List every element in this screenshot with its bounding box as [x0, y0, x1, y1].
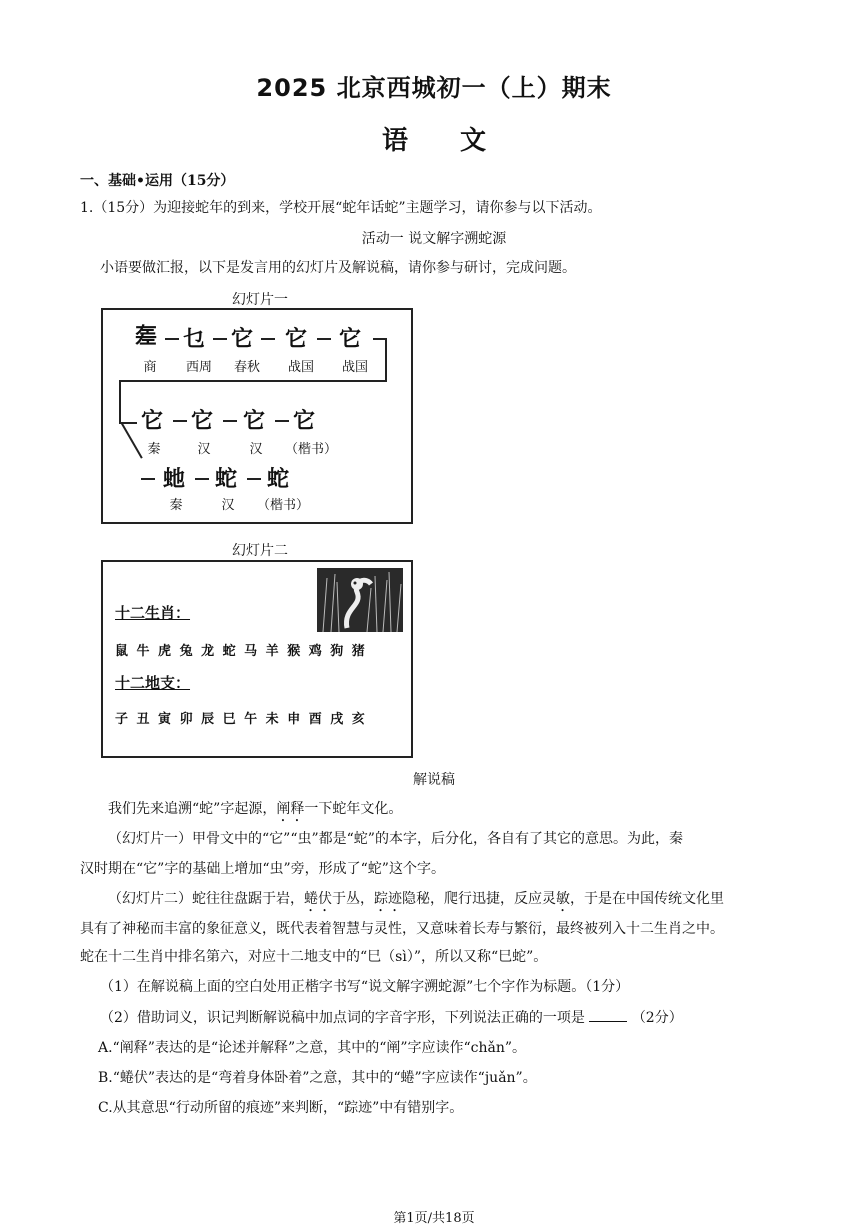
glyph: 它: [231, 327, 254, 352]
subject-heading: 语 文: [381, 126, 486, 156]
glyph: 虵: [163, 467, 186, 492]
emphasis-word: 阐释: [276, 801, 305, 817]
zodiac-heading: 十二生肖：: [115, 604, 191, 622]
snake-illustration: [317, 568, 403, 632]
era-caption: （楷书）: [284, 442, 337, 457]
era-caption: 战国: [341, 360, 368, 375]
glyph: 它: [293, 409, 316, 434]
era-caption: （楷书）: [256, 498, 309, 513]
script-paragraph-3-cont: 具有了神秘而丰富的象征意义，既代表着智慧与灵性，又意味着长寿与繁衍，最终被列入十二生肖之中。: [80, 921, 724, 937]
era-caption: 秦: [169, 498, 183, 513]
script-paragraph-3: （幻灯片二）蛇往往盘踞于岩，蜷伏于丛，踪迹隐秘，爬行迅捷，反应灵敏，于是在中国传统文化里: [108, 891, 724, 907]
question-intro: 1.（15分）为迎接蛇年的到来，学校开展“蛇年话蛇”主题学习，请你参与以下活动。: [80, 200, 602, 216]
glyph: 它: [339, 327, 362, 352]
emphasis-word: 敏: [556, 891, 570, 907]
glyph: 它: [285, 327, 308, 352]
era-caption: 战国: [287, 360, 314, 375]
glyph: 𢀡: [135, 324, 158, 349]
task-instruction: 小语要做汇报，以下是发言用的幻灯片及解说稿，请你参与研讨，完成问题。: [100, 260, 576, 276]
glyph: 它: [191, 409, 214, 434]
era-caption: 汉: [249, 442, 263, 457]
branch-list: 子 丑 寅 卯 辰 巳 午 未 申 酉 戌 亥: [115, 712, 367, 727]
era-caption: 秦: [147, 442, 161, 457]
glyph: 它: [141, 409, 164, 434]
slide1-box: [101, 308, 413, 524]
option-a: A.“阐释”表达的是“论述并解释”之意，其中的“阐”字应读作“chǎn”。: [98, 1040, 527, 1056]
subquestion-1: （1）在解说稿上面的空白处用正楷字书写“说文解字溯蛇源”七个字作为标题。（1分）: [100, 979, 630, 995]
era-caption: 汉: [221, 498, 235, 513]
era-caption: 汉: [197, 442, 211, 457]
zodiac-list: 鼠 牛 虎 兔 龙 蛇 马 羊 猴 鸡 狗 猪: [115, 644, 367, 659]
script-paragraph-3-end: 蛇在十二生肖中排名第六，对应十二地支中的“巳（sì）”，所以又称“巳蛇”。: [80, 949, 548, 965]
emphasis-word: 踪迹: [374, 891, 402, 907]
page-footer: 第1页/共18页: [393, 1211, 475, 1226]
era-caption: 春秋: [233, 360, 260, 375]
glyph: 蛇: [215, 467, 238, 492]
section-heading: 一、基础•运用（15分）: [80, 173, 235, 189]
script-title: 解说稿: [413, 772, 455, 788]
era-caption: 西周: [185, 360, 212, 375]
activity-title: 活动一 说文解字溯蛇源: [361, 231, 507, 247]
glyph: 它: [243, 409, 266, 434]
emphasis-word: 蜷伏: [304, 891, 332, 907]
script-paragraph-2-cont: 汉时期在“它”字的基础上增加“虫”旁，形成了“蛇”这个字。: [80, 861, 445, 877]
option-b: B.“蜷伏”表达的是“弯着身体卧着”之意，其中的“蜷”字应读作“juǎn”。: [98, 1070, 537, 1086]
slide1-label: 幻灯片一: [232, 292, 288, 308]
script-paragraph-1: 我们先来追溯“蛇”字起源，阐释一下蛇年文化。: [108, 801, 403, 817]
glyph: 乜: [183, 327, 206, 352]
glyph: 蛇: [267, 467, 290, 492]
slide2-box: [101, 560, 413, 758]
era-caption: 商: [143, 360, 157, 375]
branch-heading: 十二地支：: [115, 674, 191, 692]
option-c: C.从其意思“行动所留的痕迹”来判断，“踪迹”中有错别字。: [98, 1100, 464, 1116]
script-paragraph-2: （幻灯片一）甲骨文中的“它”“虫”都是“蛇”的本字，后分化，各自有了其它的意思。为此，秦: [108, 831, 683, 847]
document-title: 2025 北京西城初一（上）期末: [256, 74, 612, 102]
subquestion-2: （2）借助词义，识记判断解说稿中加点词的字音字形，下列说法正确的一项是 （2分）: [100, 1007, 683, 1028]
slide2-label: 幻灯片二: [232, 543, 288, 559]
answer-blank[interactable]: [589, 1007, 627, 1022]
